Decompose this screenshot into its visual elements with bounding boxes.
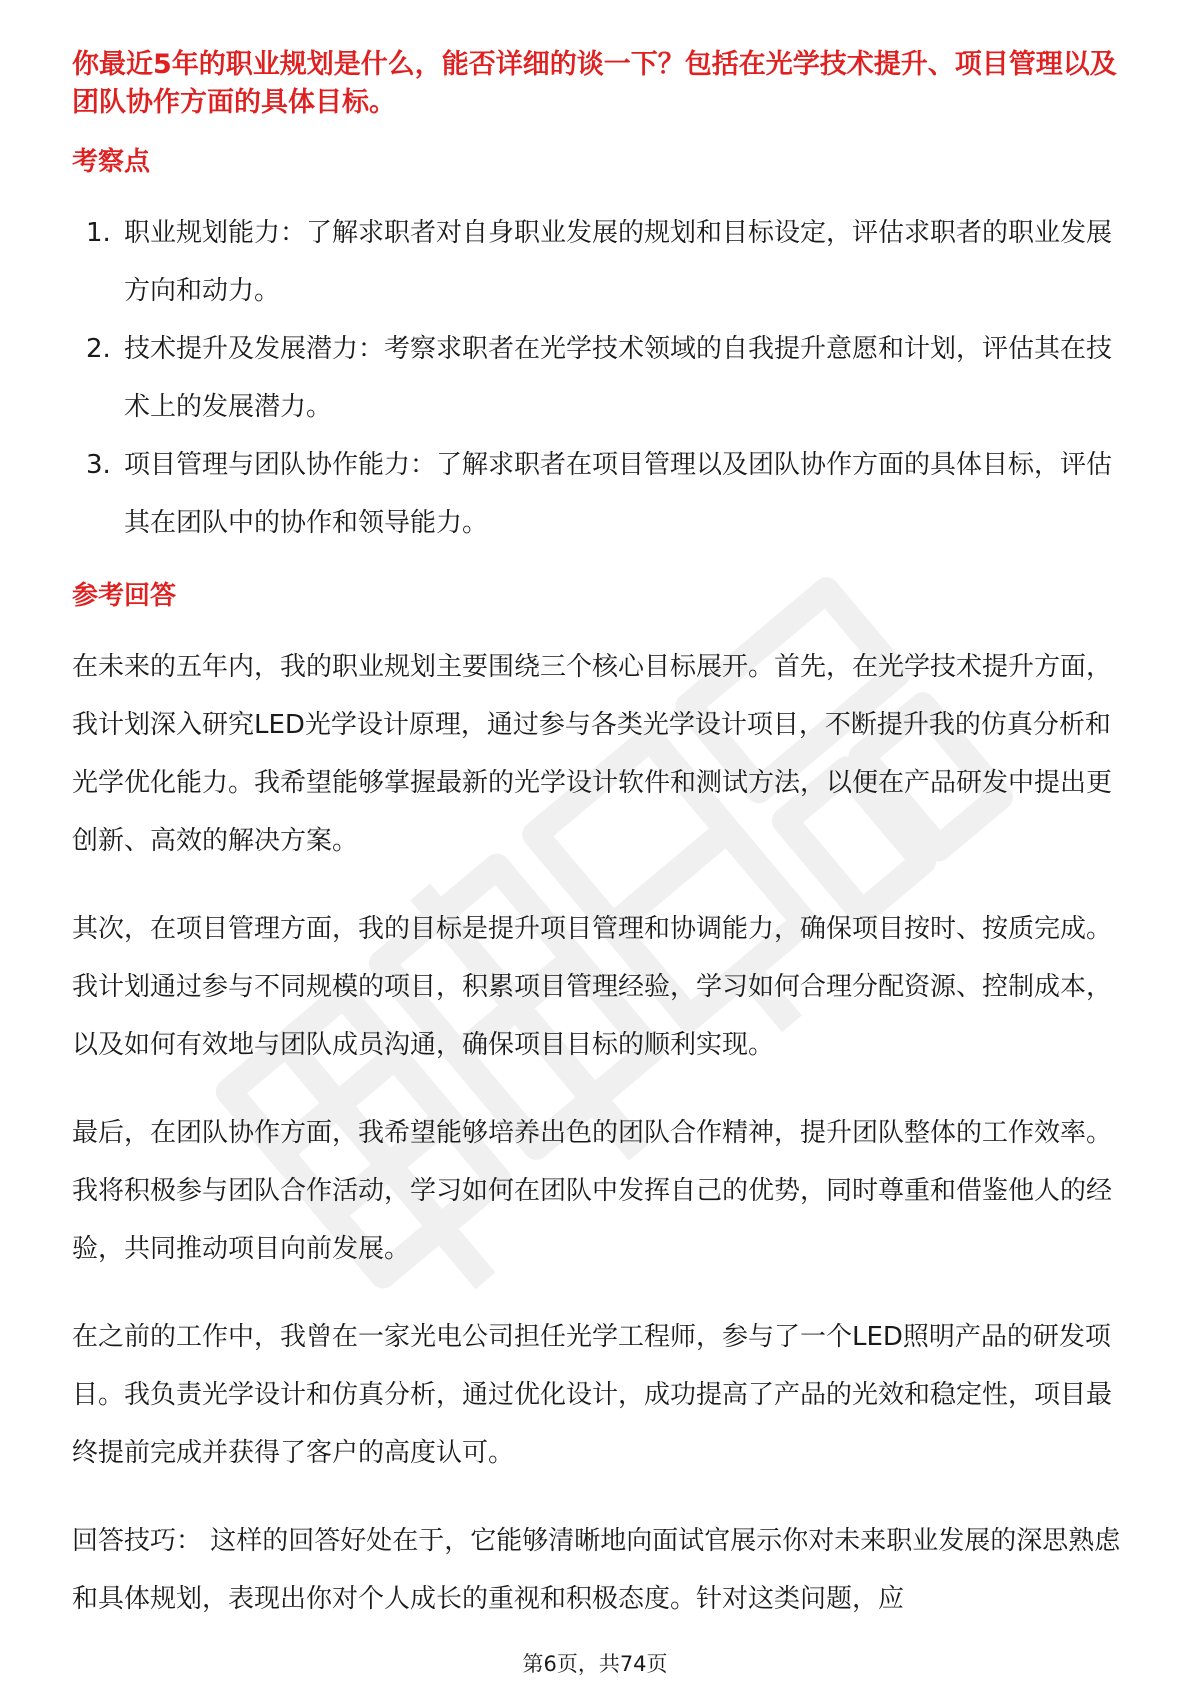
assessment-list xyxy=(72,204,1122,552)
list-item xyxy=(72,320,1122,436)
question-heading: 你最近5年的职业规划是什么，能否详细的谈一下？包括在光学技术提升、项目管理以及团队协作方面的具体目标。 xyxy=(72,49,1117,118)
answer-paragraph: 最后，在团队协作方面，我希望能够培养出色的团队合作精神，提升团队整体的工作效率。我将积极参与团队合作活动，学习如何在团队中发挥自己的优势，同时尊重和借鉴他人的经验，共同推动项目向前发展。 xyxy=(72,1118,1113,1264)
answer-tips-paragraph: 回答技巧： 这样的回答好处在于，它能够清晰地向面试官展示你对未来职业发展的深思熟虑和具体规划，表现出你对个人成长的重视和积极态度。针对这类问题，应 xyxy=(72,1526,1121,1614)
list-item xyxy=(72,436,1122,552)
list-item-text: 项目管理与团队协作能力：了解求职者在项目管理以及团队协作方面的具体目标，评估其在团队中的协作和领导能力。 xyxy=(124,450,1113,538)
list-item-text: 职业规划能力：了解求职者对自身职业发展的规划和目标设定，评估求职者的职业发展方向和动力。 xyxy=(124,218,1113,306)
answer-paragraph: 在未来的五年内，我的职业规划主要围绕三个核心目标展开。首先，在光学技术提升方面，我计划深入研究LED光学设计原理，通过参与各类光学设计项目，不断提升我的仿真分析和光学优化能力。我希望能够掌握最新的光学设计软件和测试方法，以便在产品研发中提出更创新、高效的解决方案。 xyxy=(72,652,1113,856)
list-item-number: 3. xyxy=(86,450,111,480)
document-page xyxy=(72,46,1122,1628)
list-item-number: 2. xyxy=(86,334,111,364)
answer-paragraph: 在之前的工作中，我曾在一家光电公司担任光学工程师，参与了一个LED照明产品的研发项目。我负责光学设计和仿真分析，通过优化设计，成功提高了产品的光效和稳定性，项目最终提前完成并获得了客户的高度认可。 xyxy=(72,1322,1113,1468)
answer-paragraph: 其次，在项目管理方面，我的目标是提升项目管理和协调能力，确保项目按时、按质完成。我计划通过参与不同规模的项目，积累项目管理经验，学习如何合理分配资源、控制成本，以及如何有效地与团队成员沟通，确保项目目标的顺利实现。 xyxy=(72,914,1113,1060)
answer-title: 参考回答 xyxy=(72,581,177,611)
list-item xyxy=(72,204,1122,320)
list-item-text: 技术提升及发展潜力：考察求职者在光学技术领域的自我提升意愿和计划，评估其在技术上的发展潜力。 xyxy=(124,334,1113,422)
assessment-title: 考察点 xyxy=(72,147,151,177)
list-item-number: 1. xyxy=(86,218,111,248)
page-number: 第6页，共74页 xyxy=(522,1652,668,1676)
